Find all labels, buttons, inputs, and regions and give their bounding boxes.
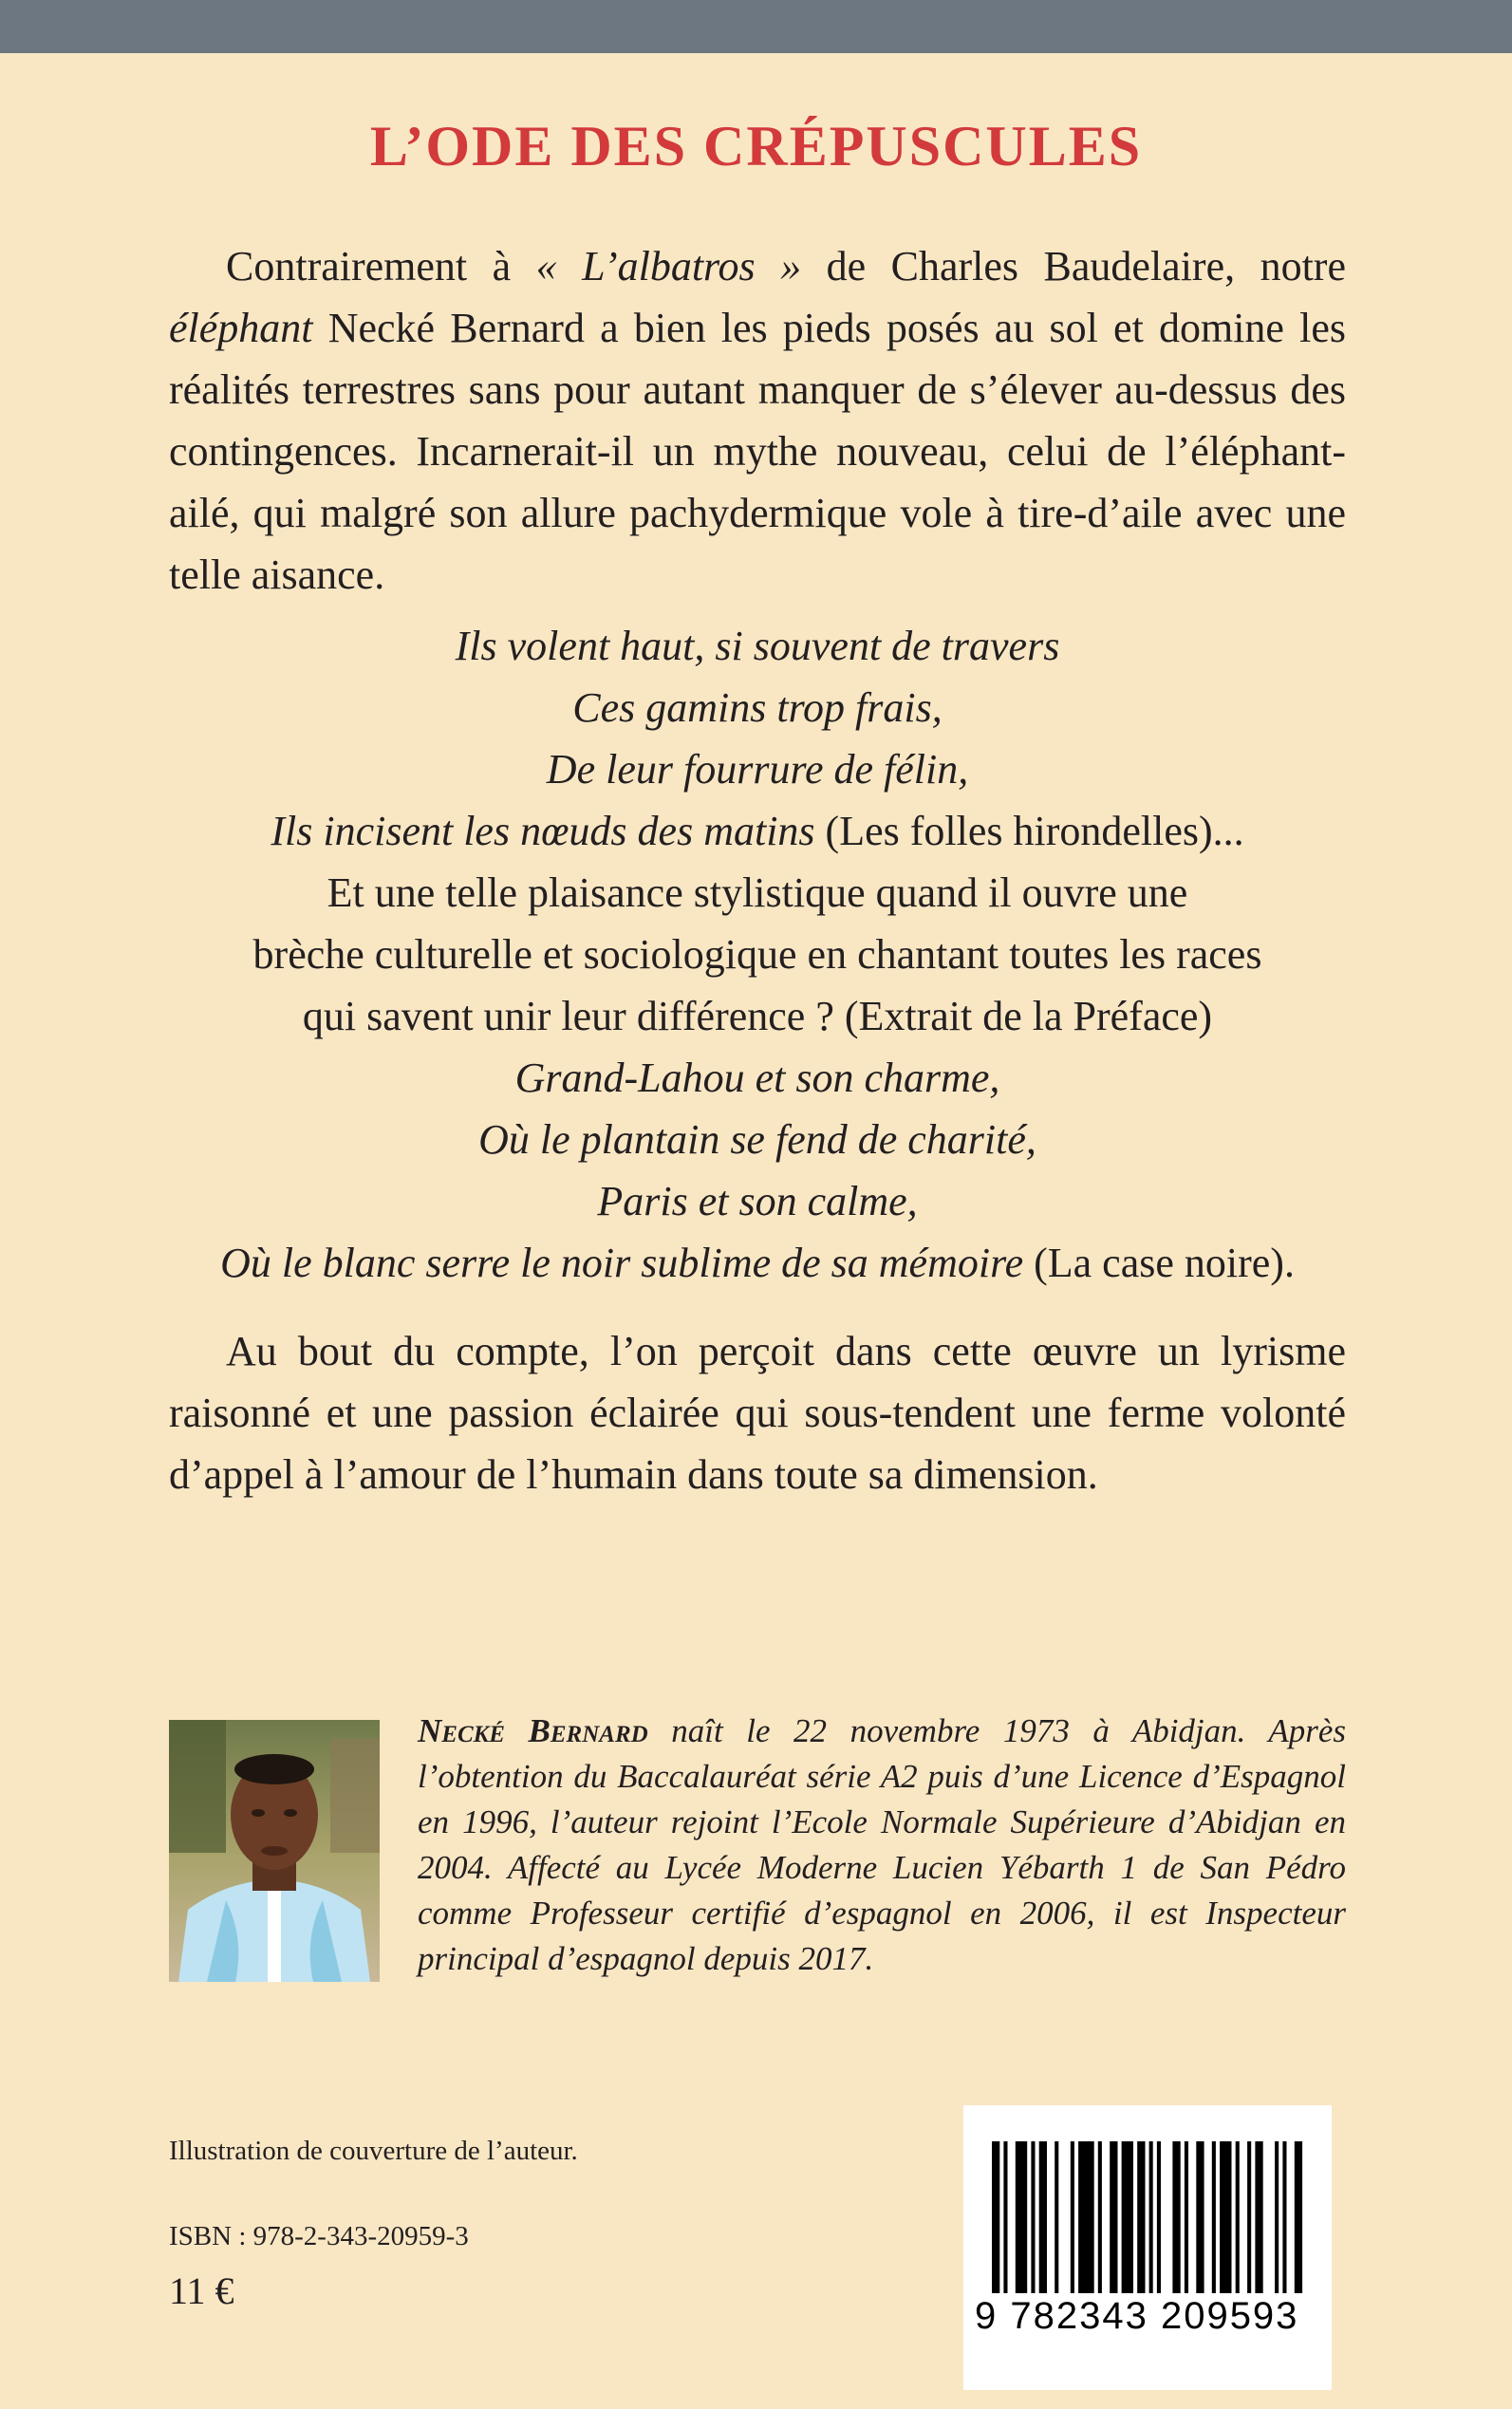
barcode-bar <box>1122 2141 1133 2293</box>
barcode-digits: 9 782343 209593 <box>975 2295 1299 2337</box>
barcode-bar <box>1137 2141 1145 2293</box>
barcode-bar <box>1282 2141 1286 2293</box>
preface-line-2: brèche culturelle et sociologique en chantant toutes les races <box>252 931 1262 978</box>
barcode-bar <box>1003 2141 1007 2293</box>
elephant-word: éléphant <box>169 305 313 351</box>
barcode-bar <box>1110 2141 1117 2293</box>
poem-excerpt-case-noire <box>169 1047 1346 1294</box>
intro-text-start: Contrairement à <box>226 243 536 289</box>
poem1-line-4-verse: Ils incisent les nœuds des matins <box>271 808 815 854</box>
intro-text-end: Necké Bernard a bien les pieds posés au sol et domine les réalités terrestres sans pour autant manquer de s’élever au-dessus des contingences. Incarnerait-il un mythe nouveau, celui de l’éléphant-ailé, qui malgré son allure pachydermique vole à tire-d’aile avec une telle aisance. <box>169 305 1346 598</box>
preface-line-3: qui savent unir leur différence ? (Extrait de la Préface) <box>302 993 1213 1039</box>
barcode-bar <box>1247 2141 1251 2293</box>
barcode-bar <box>1031 2141 1035 2293</box>
barcode-bar <box>1185 2141 1188 2293</box>
back-cover-paragraph-intro <box>169 235 1346 606</box>
poem2-line-4 <box>169 1232 1346 1294</box>
poem1-line-4 <box>169 800 1346 862</box>
barcode-bar <box>1055 2141 1058 2293</box>
barcode-bar <box>1157 2141 1161 2293</box>
poem-excerpt-hirondelles <box>169 615 1346 862</box>
barcode-bar <box>1098 2141 1102 2293</box>
barcode-bar <box>1236 2141 1240 2293</box>
barcode-bar <box>1149 2141 1153 2293</box>
barcode-bar <box>1016 2141 1027 2293</box>
conclusion-paragraph: Au bout du compte, l’on perçoit dans cette œuvre un lyrisme raisonné et une passion éclairée qui sous-tendent une ferme volonté d’appel à l’amour de l’humain dans toute sa dimension. <box>169 1328 1346 1498</box>
author-portrait-illustration <box>169 1720 380 1982</box>
barcode-bar <box>992 2141 999 2293</box>
barcode-bar <box>1196 2141 1204 2293</box>
poem2-line-4-verse: Où le blanc serre le noir sublime de sa mémoire <box>220 1240 1024 1286</box>
poem1-line-1: Ils volent haut, si souvent de travers <box>455 623 1060 669</box>
barcode-bar <box>1275 2141 1279 2293</box>
barcode-bar <box>1220 2141 1231 2293</box>
author-biography-text: naît le 22 novembre 1973 à Abidjan. Après l’obtention du Baccalauréat série A2 puis d’une Licence d’Espagnol en 1996, l’auteur rejoint l’Ecole Normale Supérieure d’Abidjan en 2004. Affecté au Lycée Moderne Lucien Yébarth 1 de San Pédro comme Professeur certifié d’espagnol en 2006, il est Inspecteur principal d’espagnol depuis 2017. <box>418 1712 1346 1977</box>
poem2-line-2: Où le plantain se fend de charité, <box>478 1116 1036 1163</box>
barcode-bar <box>1078 2141 1094 2293</box>
barcode-bar <box>1039 2141 1047 2293</box>
barcode-bar <box>1071 2141 1074 2293</box>
top-color-band <box>0 0 1512 53</box>
isbn-number: ISBN : 978-2-343-20959-3 <box>169 2221 469 2251</box>
intro-text-mid: de Charles Baudelaire, notre <box>801 243 1346 289</box>
poem1-source: (Les folles hirondelles)... <box>814 808 1244 854</box>
barcode-bar <box>1212 2141 1216 2293</box>
poem2-source: (La case noire). <box>1023 1240 1295 1286</box>
author-photo <box>169 1720 380 1982</box>
poem1-line-2: Ces gamins trop frais, <box>572 684 943 731</box>
barcode-bar <box>1255 2141 1262 2293</box>
albatros-title: « L’albatros » <box>535 243 802 289</box>
author-name: Necké Bernard <box>418 1712 648 1749</box>
preface-line-1: Et une telle plaisance stylistique quand il ouvre une <box>327 869 1188 916</box>
book-price: 11 € <box>169 2269 234 2312</box>
cover-illustration-credit: Illustration de couverture de l’auteur. <box>169 2136 578 2166</box>
poem1-line-3: De leur fourrure de félin, <box>546 746 969 793</box>
barcode-bar <box>1172 2141 1180 2293</box>
author-biography <box>418 1709 1346 1982</box>
barcode-bars <box>963 2105 1332 2390</box>
barcode-bar <box>1295 2141 1302 2293</box>
poem2-line-3: Paris et son calme, <box>597 1178 918 1224</box>
preface-excerpt-paragraph <box>169 862 1346 1047</box>
poem2-line-1: Grand-Lahou et son charme, <box>514 1055 1000 1101</box>
book-title: L’ODE DES CRÉPUSCULES <box>369 115 1143 177</box>
barcode <box>963 2105 1332 2390</box>
